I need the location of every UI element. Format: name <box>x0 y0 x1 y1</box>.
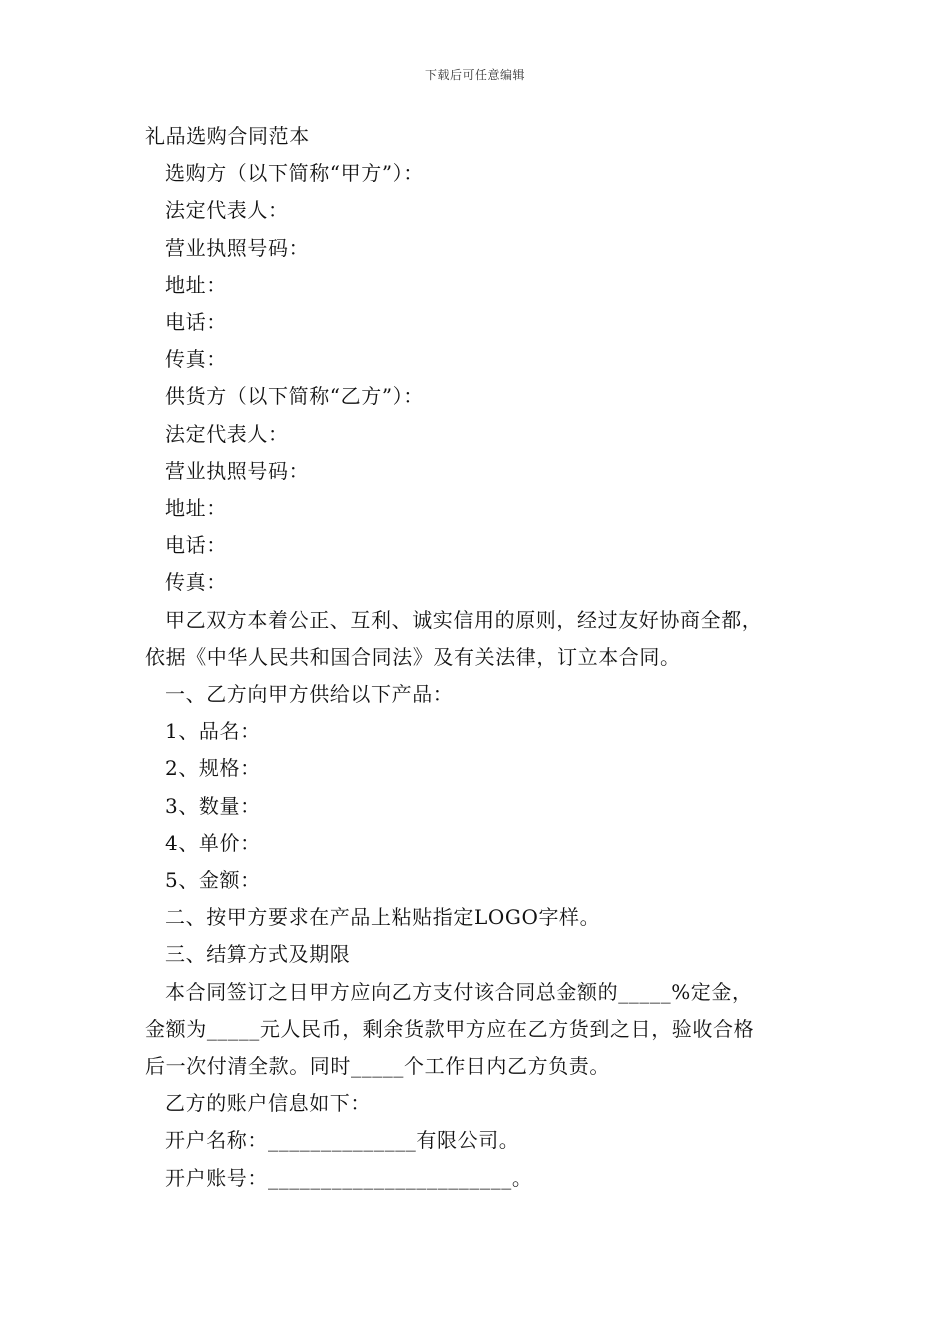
account-number-suffix: 。 <box>511 1165 533 1190</box>
settlement-line-2 <box>145 1011 835 1048</box>
workday-count-blank: _____ <box>351 1054 404 1079</box>
contract-body <box>145 118 835 1197</box>
product-item: 1、品名： <box>165 719 261 744</box>
settlement-line-3 <box>145 1048 835 1085</box>
account-number-line <box>145 1160 835 1197</box>
settlement-text: 金额为 <box>145 1016 207 1041</box>
party-b-fax: 传真： <box>165 570 227 595</box>
document-title: 礼品选购合同范本 <box>145 124 310 148</box>
account-name-line <box>145 1122 835 1159</box>
product-item: 5、金额： <box>165 868 261 893</box>
settlement-line-1 <box>145 974 835 1011</box>
settlement-text: 元人民币，剩余货款甲方应在乙方货到之日，验收合格 <box>259 1016 755 1041</box>
party-b-phone: 电话： <box>165 533 227 558</box>
preamble-line-2: 依据《中华人民共和国合同法》及有关法律，订立本合同。 <box>145 644 681 669</box>
party-a-address: 地址： <box>165 272 227 297</box>
section-3-heading: 三、结算方式及期限 <box>165 942 351 967</box>
page-header-note: 下载后可任意编辑 <box>424 68 525 82</box>
party-b-heading: 供货方（以下简称“乙方”）： <box>165 384 424 409</box>
account-number-blank: _______________________ <box>268 1165 512 1190</box>
party-b-address: 地址： <box>165 496 227 521</box>
settlement-text: 本合同签订之日甲方应向乙方支付该合同总金额的 <box>165 979 619 1004</box>
party-a-license: 营业执照号码： <box>165 235 310 260</box>
account-name-suffix: 有限公司。 <box>416 1128 520 1153</box>
section-1-heading: 一、乙方向甲方供给以下产品： <box>165 682 454 707</box>
account-number-label: 开户账号： <box>165 1165 268 1190</box>
product-item: 2、规格： <box>165 756 261 781</box>
product-item: 3、数量： <box>165 793 261 818</box>
preamble-line-1: 甲乙双方本着公正、互利、诚实信用的原则，经过友好协商全都， <box>165 607 763 632</box>
section-2-heading: 二、按甲方要求在产品上粘贴指定LOGO字样。 <box>165 905 601 930</box>
party-a-phone: 电话： <box>165 310 227 335</box>
settlement-text: %定金， <box>671 979 753 1004</box>
party-a-representative: 法定代表人： <box>165 198 289 223</box>
account-name-label: 开户名称： <box>165 1128 268 1153</box>
deposit-percent-blank: _____ <box>618 979 672 1004</box>
party-a-fax: 传真： <box>165 347 227 372</box>
account-intro: 乙方的账户信息如下： <box>165 1091 371 1116</box>
deposit-amount-blank: _____ <box>206 1016 260 1041</box>
account-name-blank: ______________ <box>268 1128 417 1153</box>
party-a-heading: 选购方（以下简称“甲方”）： <box>165 161 424 186</box>
party-b-license: 营业执照号码： <box>165 458 310 483</box>
party-b-representative: 法定代表人： <box>165 421 289 446</box>
settlement-text: 个工作日内乙方负责。 <box>404 1054 610 1079</box>
product-item: 4、单价： <box>165 830 261 855</box>
settlement-text: 后一次付清全款。同时 <box>145 1054 351 1079</box>
